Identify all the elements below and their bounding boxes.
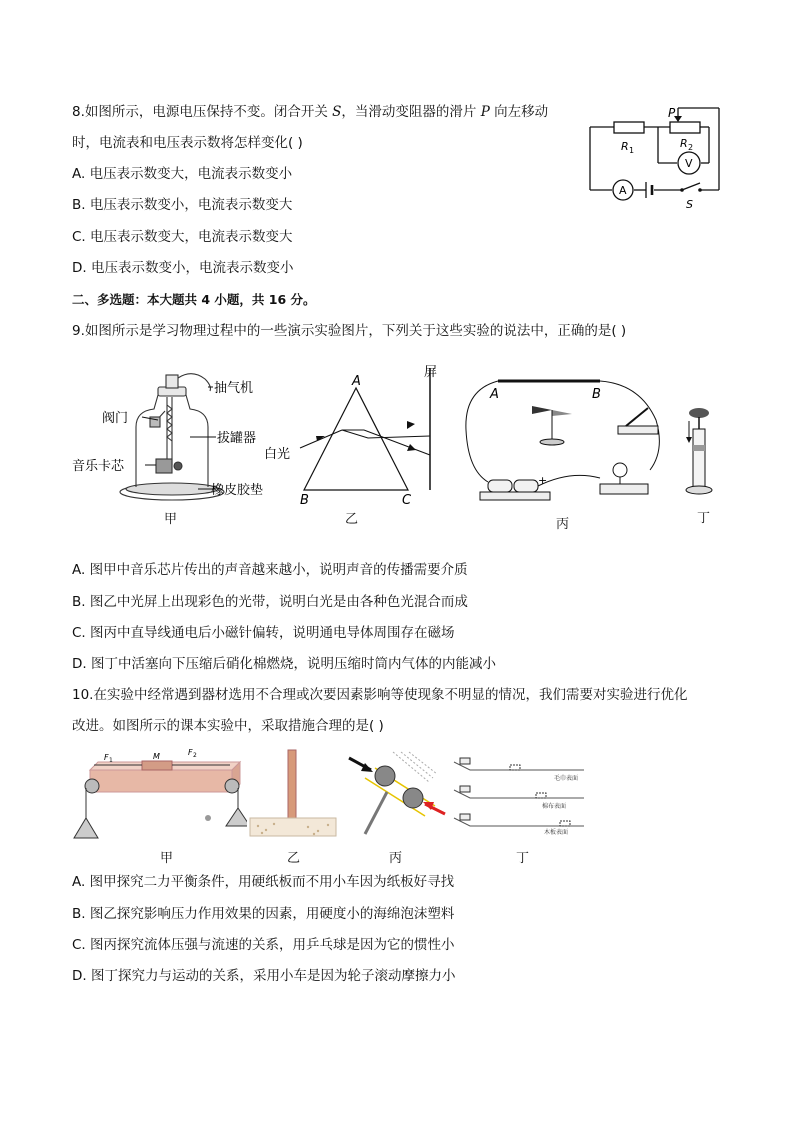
q10-fig-bing-caption: 丙: [389, 851, 403, 866]
cart-icon: [460, 758, 470, 764]
q8-stem-text-b: ，当滑动变阻器的滑片: [341, 104, 481, 120]
bulb-icon: [613, 463, 627, 477]
q10-option-d: D. 图丁探究力与运动的关系，采用小车是因为轮子滚动摩擦力小: [72, 968, 456, 984]
label-white-light: 白光: [264, 447, 291, 462]
q8-stem-text-c: 向左移动: [489, 104, 549, 120]
label-cotton-surface: 棉布表面: [542, 803, 567, 810]
label-r2-sub: 2: [688, 143, 694, 152]
weight-pan-right-icon: [226, 808, 247, 826]
q9-option-b: B. 图乙中光屏上出现彩色的光带，说明白光是由各种色光混合而成: [72, 594, 468, 610]
q10-fig-ding-caption: 丁: [516, 851, 530, 866]
knife-switch-icon: [618, 426, 658, 434]
label-valve: 阀门: [102, 411, 129, 426]
q8-option-c: C. 电压表示数变大，电流表示数变大: [72, 229, 293, 245]
label-towel-surface: 毛巾表面: [554, 775, 579, 782]
q9-option-c: C. 图丙中直导线通电后小磁针偏转，说明通电导体周围存在磁场: [72, 625, 455, 641]
resistor-r2: [670, 122, 700, 133]
q9-option-d: D. 图丁中活塞向下压缩后硝化棉燃烧，说明压缩时筒内气体的内能减小: [72, 656, 496, 672]
label-jar: 拔罐器: [217, 431, 257, 446]
resistor-r1: [614, 122, 644, 133]
q10-fig-bing: [345, 748, 450, 840]
q9-fig-ding: [680, 405, 720, 500]
label-r2: R: [680, 137, 688, 150]
magnetic-needle-icon: [532, 406, 552, 414]
label-f2-sub: 2: [193, 752, 197, 759]
label-prism-c: C: [402, 493, 412, 508]
pulley-right-icon: [225, 779, 239, 793]
q9-fig-yi: [260, 360, 450, 510]
q10-fig-jia-caption: 甲: [160, 851, 174, 866]
label-pump: 抽气机: [214, 381, 254, 396]
q10-fig-yi-caption: 乙: [287, 851, 301, 866]
label-s: S: [686, 198, 693, 211]
label-r1: R: [621, 140, 629, 153]
label-m: M: [153, 752, 160, 761]
q9-option-a: A. 图甲中音乐芯片传出的声音越来越小，说明声音的传播需要介质: [72, 562, 468, 578]
label-r1-sub: 1: [629, 146, 635, 155]
pulley-left-icon: [85, 779, 99, 793]
q8-stem-slider-symbol: P: [480, 104, 490, 120]
label-a: A: [619, 184, 627, 197]
label-v: V: [685, 157, 693, 170]
q9-fig-jia-caption: 甲: [164, 512, 178, 527]
q8-stem-line1: [72, 103, 548, 121]
label-f1: F: [104, 753, 109, 762]
label-wire-b: B: [592, 387, 601, 402]
q8-stem-line2: 时，电流表和电压表示数将怎样变化( ): [72, 135, 303, 151]
label-music-chip: 音乐卡芯: [72, 459, 125, 474]
label-wire-a: A: [490, 387, 499, 402]
weight-pan-left-icon: [74, 818, 98, 838]
q8-option-b: B. 电压表示数变小，电流表示数变大: [72, 197, 293, 213]
q10-option-b: B. 图乙探究影响压力作用效果的因素，用硬度小的海绵泡沫塑料: [72, 906, 455, 922]
label-p: P: [668, 106, 676, 120]
q8-circuit-diagram: [582, 103, 727, 213]
label-f1-sub: 1: [109, 757, 113, 764]
q9-fig-jia: [70, 365, 270, 525]
q10-fig-yi: [248, 748, 343, 840]
q9-stem: 9.如图所示是学习物理过程中的一些演示实验图片，下列关于这些实验的说法中，正确的是( ): [72, 323, 627, 339]
q10-fig-ding: [450, 748, 590, 836]
label-plus: +: [538, 474, 548, 487]
label-prism-b: B: [300, 493, 309, 508]
q10-option-c: C. 图丙探究流体压强与流速的关系，用乒乓球是因为它的惯性小: [72, 937, 455, 953]
straw-icon: [365, 792, 387, 834]
label-f2: F: [188, 748, 193, 757]
section-2-title: 二、多选题：本大题共 4 小题，共 16 分。: [72, 292, 316, 307]
label-wood-surface: 木板表面: [544, 829, 569, 836]
q9-fig-bing-caption: 丙: [556, 517, 570, 532]
label-prism-a: A: [352, 374, 361, 389]
battery-icon: [488, 480, 512, 492]
ping-pong-ball-1-icon: [375, 766, 395, 786]
label-rubber-pad: 橡皮胶垫: [211, 483, 264, 498]
ping-pong-ball-2-icon: [403, 788, 423, 808]
q10-stem-line1: 10.在实验中经常遇到器材选用不合理或次要因素影响等使现象不明显的情况，我们需要对实验进行优化: [72, 687, 688, 703]
q8-stem-text-a: 8.如图所示，电源电压保持不变。闭合开关: [72, 104, 333, 120]
q9-fig-ding-caption: 丁: [697, 511, 711, 526]
q9-fig-bing: [460, 370, 670, 510]
piston-handle-icon: [689, 408, 709, 418]
label-screen: 屏: [424, 365, 438, 380]
q9-fig-yi-caption: 乙: [345, 512, 359, 527]
q8-option-a: A. 电压表示数变大，电流表示数变小: [72, 166, 293, 182]
q10-stem-line2: 改进。如图所示的课本实验中，采取措施合理的是( ): [72, 718, 384, 734]
q10-option-a: A. 图甲探究二力平衡条件，用硬纸板而不用小车因为纸板好寻找: [72, 874, 455, 890]
q10-fig-jia: [72, 748, 247, 848]
q8-option-d: D. 电压表示数变小，电流表示数变小: [72, 260, 294, 276]
q8-stem-switch-symbol: S: [332, 104, 342, 120]
